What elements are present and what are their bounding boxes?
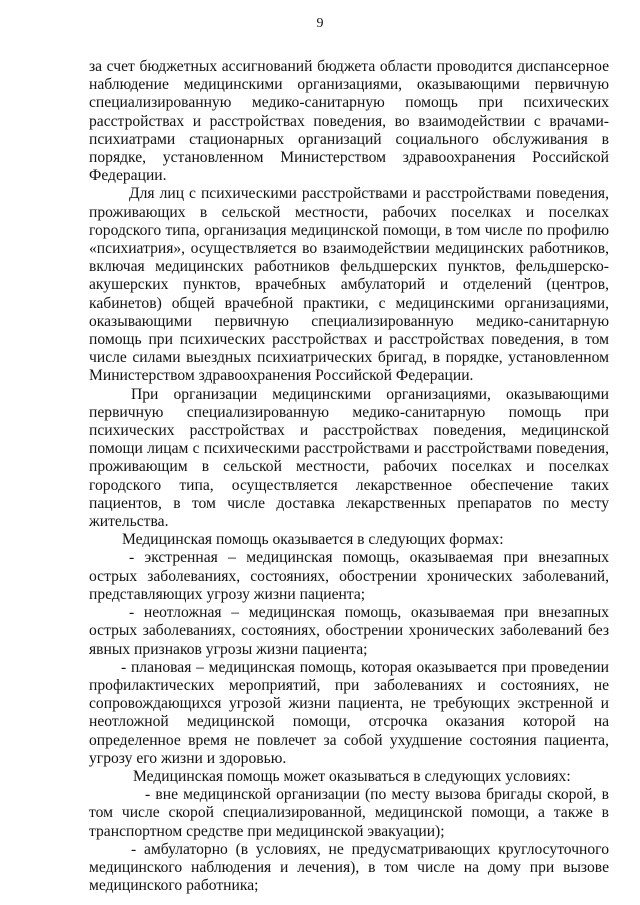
list-item-outpatient: - амбулаторно (в условиях, не предусматривающих круглосуточного медицинского наблюдения и лечения), в том числе на дому при вызове медицинского работника; — [89, 840, 609, 895]
list-item-outside-organization: - вне медицинской организации (по месту вызова бригады скорой, в том числе скорой специализированной, медицинской помощи, а также в транспортном средстве при медицинской эвакуации); — [89, 786, 609, 840]
paragraph-forms-heading: Медицинская помощь оказывается в следующих формах: — [122, 531, 504, 549]
list-item-emergency: - экстренная – медицинская помощь, оказываемая при внезапных острых заболеваниях, состояниях, обострении хронических заболеваний, представляющих угрозу жизни пациента; — [89, 549, 609, 603]
paragraph-conditions-heading: Медицинская помощь может оказываться в следующих условиях: — [133, 767, 571, 785]
paragraph-dispensary-observation: за счет бюджетных ассигнований бюджета области проводится диспансерное наблюдение медицинскими организациями, оказывающими первичную специализированную медико-санитарную помощь при психических расстройствах и расстройствах поведения, во взаимодействии с врачами-психиатрами стационарных организаций социального обслуживания в порядке, установленном Министерством здравоохранения Российской Федерации. — [89, 58, 609, 185]
document-body — [89, 58, 609, 895]
paragraph-drug-supply: При организации медицинскими организациями, оказывающими первичную специализированную медико-санитарную помощь при психических расстройствах и расстройствах поведения, медицинской помощи лицам с психическими расстройствами и расстройствами поведения, проживающим в сельской местности, рабочих поселках и поселках городского типа, осуществляется лекарственное обеспечение таких пациентов, в том числе доставка лекарственных препаратов по месту жительства. — [89, 385, 609, 531]
page-number: 9 — [316, 16, 324, 31]
list-item-planned: - плановая – медицинская помощь, которая оказывается при проведении профилактических мероприятий, при заболеваниях и состояниях, не сопровождающихся угрозой жизни пациента, не требующих экстренной и неотложной медицинской помощи, отсрочка оказания которой на определенное время не повлечет за собой ухудшение состояния пациента, угрозу его жизни и здоровью. — [89, 658, 609, 767]
paragraph-rural-care: Для лиц с психическими расстройствами и расстройствами поведения, проживающих в сельской местности, рабочих поселках и поселках городского типа, организация медицинской помощи, в том числе по профилю «психиатрия», осуществляется во взаимодействии медицинских работников, включая медицинских работников фельдшерских пунктов, фельдшерско-акушерских пунктов, врачебных амбулаторий и отделений (центров, кабинетов) общей врачебной практики, с медицинскими организациями, оказывающими первичную специализированную медико-санитарную помощь при психических расстройствах и расстройствах поведения, в том числе силами выездных психиатрических бригад, в порядке, установленном Министерством здравоохранения Российской Федерации. — [89, 185, 609, 385]
list-item-urgent: - неотложная – медицинская помощь, оказываемая при внезапных острых заболеваниях, состояниях, обострении хронических заболеваний без явных признаков угрозы жизни пациента; — [89, 604, 609, 658]
